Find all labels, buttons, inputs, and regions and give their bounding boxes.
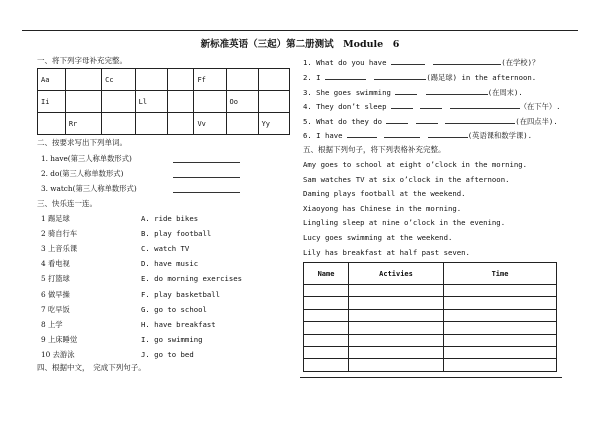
table-blank-cell[interactable]: [444, 346, 557, 358]
match-right-item[interactable]: B. play football: [141, 229, 212, 239]
match-right-item[interactable]: J. go to bed: [141, 349, 194, 359]
match-left-item[interactable]: 10 去游泳: [41, 349, 75, 359]
match-left-item[interactable]: 2 骑自行车: [41, 229, 78, 239]
table-row: [304, 285, 557, 297]
table-blank-cell[interactable]: [444, 322, 557, 334]
letter-blank-cell[interactable]: [65, 91, 101, 113]
table-blank-cell[interactable]: [349, 309, 444, 321]
sentence-5-text: 5. What do they do: [303, 117, 383, 126]
letter-blank-cell[interactable]: [167, 91, 194, 113]
match-left-item[interactable]: 4 看电视: [41, 259, 70, 269]
sentence-5-blank-c[interactable]: [445, 116, 515, 124]
table-blank-cell[interactable]: [444, 309, 557, 321]
table-row: [304, 346, 557, 358]
word-item-2-blank[interactable]: [173, 170, 240, 178]
letter-cell: Aa: [38, 69, 66, 91]
sentence-1-text: 1. What do you have: [303, 58, 387, 67]
match-left-item[interactable]: 5 打篮球: [41, 274, 70, 284]
letter-cell: Ff: [194, 69, 226, 91]
sentence-4-blank-a[interactable]: [391, 101, 413, 109]
letter-blank-cell[interactable]: [167, 69, 194, 91]
match-left-item[interactable]: 7 吃早饭: [41, 304, 70, 314]
bottom-rule: [300, 377, 562, 378]
sentence-5-blank-b[interactable]: [416, 116, 438, 124]
letter-blank-cell[interactable]: [65, 69, 101, 91]
sentence-4-hint: （在下午）.: [519, 102, 561, 111]
letter-blank-cell[interactable]: [258, 91, 289, 113]
given-sentence: Lucy goes swimming at the weekend.: [303, 233, 453, 242]
letter-blank-cell[interactable]: [226, 69, 258, 91]
table-row: [304, 309, 557, 321]
sentence-4-text: 4. They don’t sleep: [303, 102, 387, 111]
letter-cell: Oo: [226, 91, 258, 113]
sentence-6-blank-a[interactable]: [347, 130, 377, 138]
sentence-1-hint: (在学校)？: [501, 58, 540, 67]
page-title: 新标准英语（三起）第二册测试 Module 6: [200, 39, 400, 50]
table-header-activies: Activies: [349, 263, 444, 285]
match-right-item[interactable]: G. go to school: [141, 304, 207, 314]
letter-blank-cell[interactable]: [226, 113, 258, 135]
sentence-1: [303, 57, 539, 68]
word-item-2-text: 2. do(第三人称单数形式): [41, 169, 124, 178]
table-blank-cell[interactable]: [349, 297, 444, 309]
match-right-item[interactable]: I. go swimming: [141, 334, 203, 344]
letter-blank-cell[interactable]: [102, 91, 135, 113]
sentence-1-blank-a[interactable]: [391, 57, 425, 65]
word-item-2: [41, 169, 123, 179]
sentence-2-text: 2. I: [303, 73, 321, 82]
match-right-item[interactable]: A. ride bikes: [141, 214, 199, 223]
table-row: [304, 334, 557, 346]
sentence-2-hint: (踢足球) in the afternoon.: [426, 73, 537, 82]
given-sentence: Xiaoyong has Chinese in the morning.: [303, 203, 462, 213]
sentence-4-blank-c[interactable]: [450, 101, 520, 109]
table-header-name: Name: [304, 263, 349, 285]
section5-heading: 五、根据下列句子，将下列表格补充完整。: [303, 145, 446, 154]
table-row: [304, 322, 557, 334]
letter-cell: Ii: [38, 91, 66, 113]
sentence-2-blank-b[interactable]: [374, 72, 426, 80]
table-blank-cell[interactable]: [349, 359, 444, 371]
match-right-item[interactable]: E. do morning exercises: [141, 274, 243, 284]
given-sentence: Daming plays football at the weekend.: [303, 189, 466, 199]
table-header-time: Time: [444, 263, 557, 285]
table-blank-cell[interactable]: [444, 334, 557, 346]
match-right-item[interactable]: D. have music: [141, 259, 199, 269]
word-item-1-blank[interactable]: [173, 155, 240, 163]
table-blank-cell[interactable]: [349, 285, 444, 297]
table-blank-cell[interactable]: [444, 359, 557, 371]
table-blank-cell[interactable]: [304, 297, 349, 309]
sentence-6: [303, 130, 532, 141]
sentence-4: [303, 101, 561, 112]
letter-blank-cell[interactable]: [102, 113, 135, 135]
section4-heading: 四、根据中文， 完成下列句子。: [37, 363, 146, 372]
sentence-5-hint: (在四点半).: [515, 117, 558, 126]
letter-blank-cell[interactable]: [258, 69, 289, 91]
sentence-5: [303, 116, 558, 127]
word-item-1-text: 1. have(第三人称单数形式): [41, 154, 132, 163]
section1-heading: 一、将下列字母补充完整。: [37, 56, 127, 65]
sentence-3: [303, 87, 523, 98]
letter-cell: Vv: [194, 113, 226, 135]
word-item-1: [41, 154, 132, 164]
alphabet-row: [38, 69, 290, 91]
top-rule: [22, 30, 578, 31]
sentence-6-blank-c[interactable]: [428, 130, 468, 138]
table-blank-cell[interactable]: [304, 322, 349, 334]
sentence-2-blank-a[interactable]: [325, 72, 366, 80]
letter-blank-cell[interactable]: [194, 91, 226, 113]
table-blank-cell[interactable]: [444, 285, 557, 297]
given-sentence: Sam watches TV at six o’clock in the afternoon.: [303, 174, 510, 184]
word-item-3-blank[interactable]: [173, 185, 240, 193]
letter-cell: Ll: [135, 91, 167, 113]
match-right-item[interactable]: H. have breakfast: [141, 319, 216, 329]
sentence-2: [303, 72, 536, 83]
table-blank-cell[interactable]: [349, 346, 444, 358]
given-sentence: Amy goes to school at eight o’clock in the morning.: [303, 160, 528, 169]
word-item-3: [41, 184, 137, 194]
match-left-item[interactable]: 6 做早操: [41, 289, 70, 299]
sentence-3-text: 3. She goes swimming: [303, 88, 391, 97]
match-right-item[interactable]: C. watch TV: [141, 244, 190, 254]
match-left-item[interactable]: 1 踢足球: [41, 214, 70, 223]
table-blank-cell[interactable]: [304, 334, 349, 346]
sentence-6-blank-b[interactable]: [384, 130, 420, 138]
table-blank-cell[interactable]: [349, 322, 444, 334]
sentence-5-blank-a[interactable]: [386, 116, 408, 124]
letter-blank-cell[interactable]: [135, 113, 167, 135]
sentence-6-hint: (英语课和数学课).: [467, 131, 533, 140]
table-row: [304, 359, 557, 371]
letter-blank-cell[interactable]: [167, 113, 194, 135]
sentence-3-hint: (在周末).: [487, 88, 523, 97]
sentence-4-blank-b[interactable]: [420, 101, 442, 109]
alphabet-row: [38, 113, 290, 135]
table-blank-cell[interactable]: [304, 359, 349, 371]
match-left-item[interactable]: 9 上床睡觉: [41, 334, 78, 344]
match-right-item[interactable]: F. play basketball: [141, 289, 221, 299]
section2-heading: 二、按要求写出下列单词。: [37, 138, 127, 147]
given-sentence: Lily has breakfast at half past seven.: [303, 247, 470, 257]
section3-heading: 三、快乐连一连。: [37, 199, 97, 208]
letter-cell: Yy: [258, 113, 289, 135]
given-sentence: Lingling sleep at nine o’clock in the evening.: [303, 218, 506, 228]
word-item-3-text: 3. watch(第三人称单数形式): [41, 184, 137, 193]
letter-blank-cell[interactable]: [135, 69, 167, 91]
table-blank-cell[interactable]: [304, 346, 349, 358]
table-blank-cell[interactable]: [304, 285, 349, 297]
sentence-1-blank-b[interactable]: [433, 57, 501, 65]
table-blank-cell[interactable]: [349, 334, 444, 346]
sentence-3-blank-a[interactable]: [395, 87, 417, 95]
match-left-item[interactable]: 3 上音乐课: [41, 244, 78, 254]
sentence-3-blank-b[interactable]: [426, 87, 488, 95]
table-blank-cell[interactable]: [444, 297, 557, 309]
letter-cell: Rr: [65, 113, 101, 135]
table-blank-cell[interactable]: [304, 309, 349, 321]
alphabet-grid: [37, 68, 290, 135]
match-left-item[interactable]: 8 上学: [41, 319, 63, 329]
activity-table: [303, 262, 557, 372]
alphabet-row: [38, 91, 290, 113]
letter-cell: Cc: [102, 69, 135, 91]
table-row: [304, 297, 557, 309]
sentence-6-text: 6. I have: [303, 131, 343, 140]
letter-blank-cell[interactable]: [38, 113, 66, 135]
